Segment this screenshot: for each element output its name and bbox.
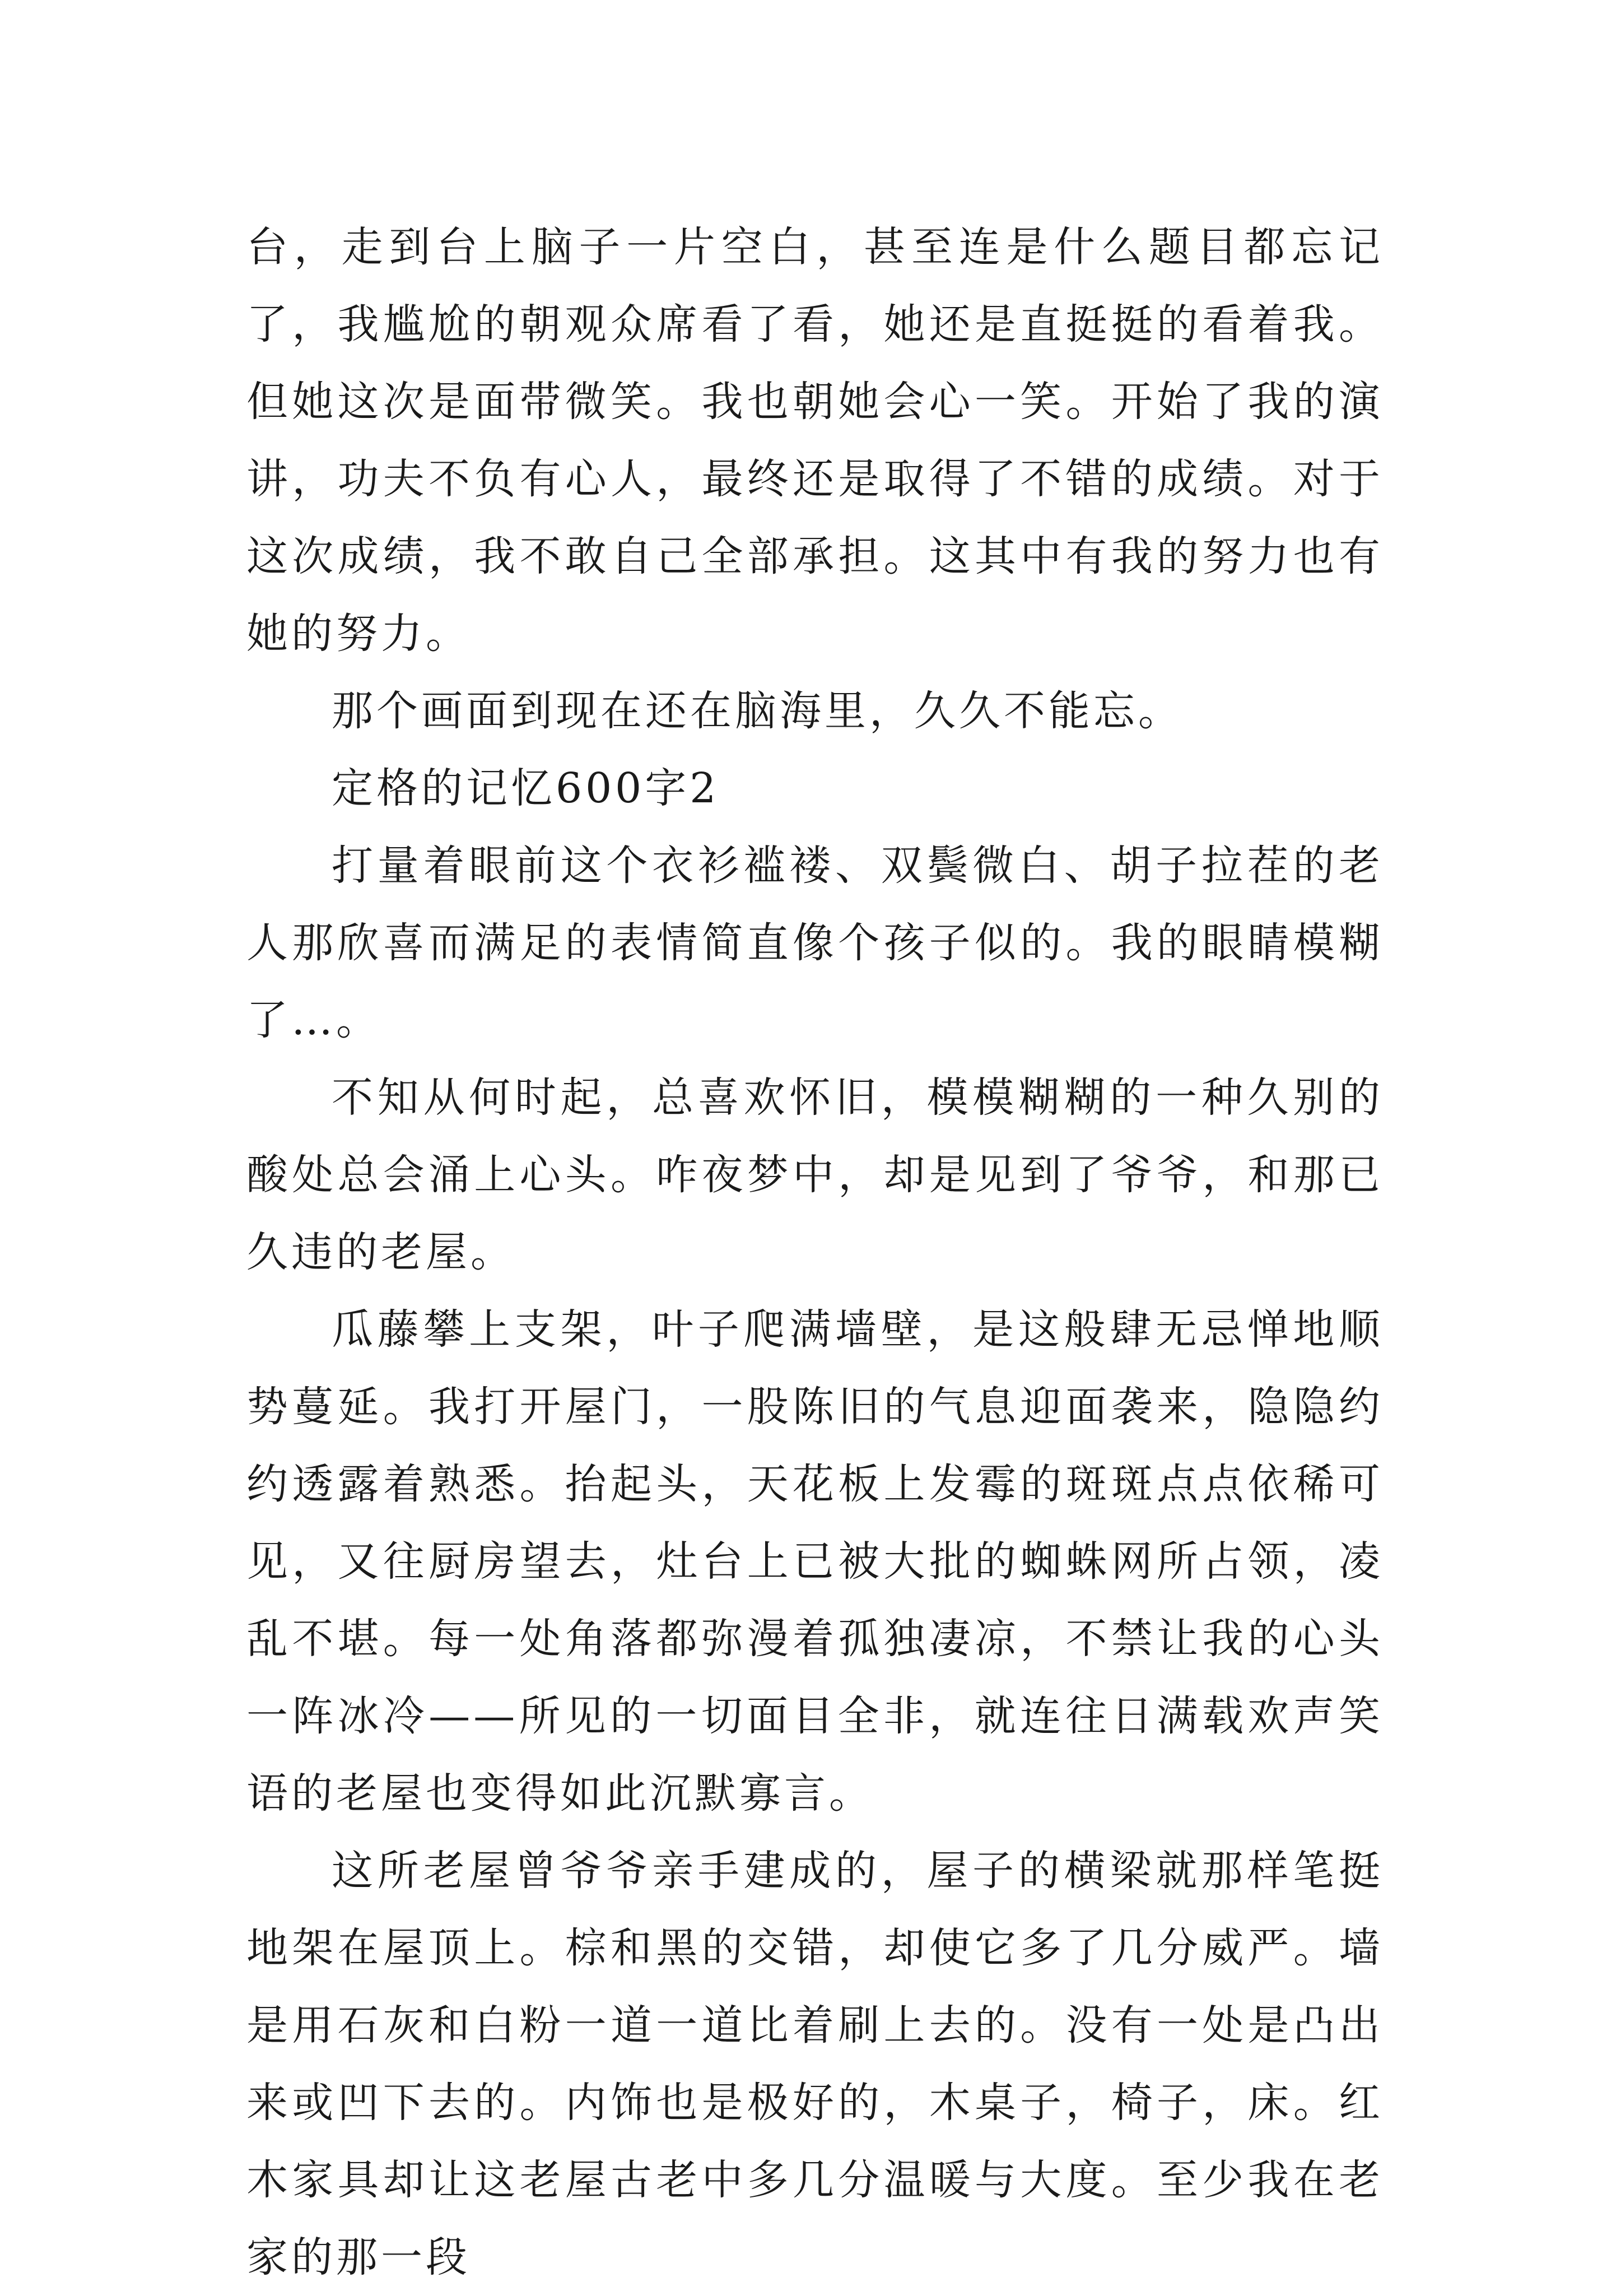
paragraph: 那个画面到现在还在脑海里，久久不能忘。 <box>332 687 1183 735</box>
paragraph-continued: 台，走到台上脑子一片空白，甚至连是什么题目都忘记了，我尴尬的朝观众席看了看，她还是直挺挺的看着我。但她这次是面带微笑。我也朝她会心一笑。开始了我的演讲，功夫不负有心人，最终还是取得了不错的成绩。对于这次成绩，我不敢自己全部承担。这其中有我的努力也有她的努力。 <box>246 223 1384 658</box>
section-heading: 定格的记忆600字2 <box>332 764 720 812</box>
paragraph: 这所老屋曾爷爷亲手建成的，屋子的横梁就那样笔挺地架在屋顶上。棕和黑的交错，却使它多了几分威严。墙是用石灰和白粉一道一道比着刷上去的。没有一处是凸出来或凹下去的。内饰也是极好的，木桌子，椅子，床。红木家具却让这老屋古老中多几分温暖与大度。至少我在老家的那一段 <box>246 1847 1384 2281</box>
document-body <box>246 208 1384 2296</box>
paragraph: 不知从何时起，总喜欢怀旧，模模糊糊的一种久别的酸处总会涌上心头。咋夜梦中，却是见到了爷爷，和那已久违的老屋。 <box>246 1073 1384 1276</box>
paragraph: 瓜藤攀上支架，叶子爬满墙壁，是这般肆无忌惮地顺势蔓延。我打开屋门，一股陈旧的气息迎面袭来，隐隐约约透露着熟悉。抬起头，天花板上发霉的斑斑点点依稀可见，又往厨房望去，灶台上已被大批的蜘蛛网所占领，凌乱不堪。每一处角落都弥漫着孤独凄凉，不禁让我的心头一阵冰冷——所见的一切面目全非，就连往日满载欢声笑语的老屋也变得如此沉默寡言。 <box>246 1305 1384 1818</box>
paragraph: 打量着眼前这个衣衫褴褛、双鬓微白、胡子拉茬的老人那欣喜而满足的表情简直像个孩子似的。我的眼睛模糊了…。 <box>246 842 1384 1044</box>
